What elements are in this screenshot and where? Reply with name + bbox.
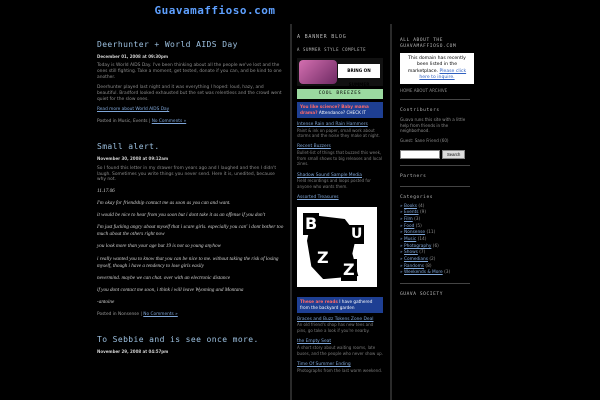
post-title[interactable]: To Sebbie and is see once more.: [97, 335, 259, 345]
feed-item-title[interactable]: the Empty Seat: [297, 339, 332, 345]
feed-item-desc: Field recordings and loops posted for anyone who wants them.: [297, 178, 371, 189]
letter-line: I'm just fucking angry about myself that i scare girls. especially you can' i dont bother too much about the others right now: [97, 224, 284, 238]
buzz-image[interactable]: [297, 207, 377, 287]
category-item[interactable]: » Photography (6): [400, 243, 439, 249]
category-item[interactable]: » Events (9): [400, 210, 427, 216]
extra-heading: GUAVA SOCIETY: [400, 291, 444, 297]
sidebar-heading: A BANNER BLOG: [297, 34, 347, 40]
categories-list: [400, 204, 470, 277]
feed-item-desc: A short story about waiting rooms, late buses, and the people who never show up.: [297, 345, 383, 356]
feed-item: [297, 144, 383, 166]
post-paragraph: So I found this letter in my drawer from years ago and I laughed and then I didn't laugh. Sometimes you write things you never send. Here it is, unedited, because why not.: [97, 165, 277, 183]
divider: [400, 165, 470, 166]
post: [97, 40, 285, 124]
search-button[interactable]: Search: [442, 150, 465, 159]
divider: [400, 99, 470, 100]
category-item[interactable]: » Weekends & More (3): [400, 270, 451, 276]
post-date: November 30, 2008 at 09:12am: [97, 156, 169, 162]
question-banner-text: Attendance? CHECK IT: [318, 110, 366, 115]
contributors-text: Guava runs this site with a little help from friends in the neighborhood.: [400, 117, 466, 134]
buzz-letter: B: [305, 214, 318, 234]
sidebar-subheading: A SUMMER STYLE COMPLETE: [297, 46, 367, 52]
feed-item: [297, 362, 383, 373]
feed-item-desc: Bullet-list of things that buzzed this week, from small shows to big releases and local zines.: [297, 150, 383, 167]
post-category[interactable]: Posted in Nonsense: [97, 311, 140, 317]
letter-line: it would be nice to hear from you soon but i dont take it as an offense if you don't: [97, 212, 266, 219]
feed-item-desc: An old friend's shop has new tees and pins, go take a look if you're nearby.: [297, 322, 374, 333]
buzz-letter: Z: [343, 260, 355, 280]
feed-item-title[interactable]: Assorted Treasures: [297, 195, 339, 201]
reads-banner: [297, 297, 383, 312]
notice-text: This domain has recently been listed in the marketplace.: [407, 56, 466, 74]
post-date: December 01, 2008 at 09:30pm: [97, 53, 168, 59]
reads-banner-title: These are reads: [300, 299, 338, 305]
main-content: [97, 40, 285, 359]
feed-item: [297, 339, 383, 356]
feed-item: [297, 195, 383, 201]
letter-line: -antoine: [97, 298, 115, 305]
column-divider-right: [390, 24, 392, 400]
category-item[interactable]: » Food (5): [400, 223, 422, 229]
category-item[interactable]: » Film (3): [400, 216, 421, 222]
divider: [400, 186, 470, 187]
category-item[interactable]: » Music (14): [400, 236, 427, 242]
buzz-letter: Z: [317, 248, 329, 268]
feed-item: [297, 173, 383, 190]
sidebar-heading: ALL ABOUT THE GUAVAMAFFIOSO.COM: [400, 38, 457, 50]
feed-item-title[interactable]: Time Of Summer Ending: [297, 361, 351, 367]
post-date: November 29, 2008 at 04:57pm: [97, 349, 169, 355]
guest-label: Guest: Sane Friend (60): [400, 138, 449, 143]
middle-sidebar: [297, 34, 383, 379]
feed-item-desc: Paint & ink on paper, small work about storms and the noise they make at night.: [297, 127, 380, 138]
partners-heading: Partners: [400, 173, 427, 179]
category-item[interactable]: » Shows (7): [400, 250, 426, 256]
letter-line: nevermind. maybe we can chat. over with an electronic distance: [97, 274, 231, 281]
category-item[interactable]: » Nonsense (11): [400, 230, 436, 236]
post-body: [97, 63, 285, 103]
category-item[interactable]: » Randoms (8): [400, 263, 432, 269]
cool-breezes-banner[interactable]: COOL BREEZES: [297, 89, 383, 99]
post-footer: Posted in Nonsense | No Comments »: [97, 311, 178, 317]
lips-image: [299, 60, 337, 84]
reads-banner-text: I have gathered from the backyard garden: [300, 299, 373, 310]
feed-item-title[interactable]: Braces and Buzz Tokens Zone Deal: [297, 316, 374, 322]
post-paragraph: Today is World AIDS Day. I've been thinking about all the people we've lost and the ones still fighting. Take a moment, get tested, donate if you can, and be kind to one another.: [97, 63, 282, 81]
contributors-heading: Contributors: [400, 108, 440, 114]
column-divider-left: [290, 24, 292, 400]
post-body: [97, 166, 285, 184]
post-category[interactable]: Posted in Music, Events: [97, 118, 148, 124]
feed-item: [297, 122, 383, 139]
post-paragraph: Deerhunter played last night and it was everything I hoped: loud, hazy, and beautiful. Bradford looked exhausted but the set was relentless and the crowd went quiet for the slow ones.: [97, 85, 282, 102]
question-banner-title: You like science? Baby mama drama?: [300, 104, 369, 115]
search-input[interactable]: [400, 150, 440, 159]
feed-item-title[interactable]: Recent Buzzers: [297, 144, 331, 150]
read-more-link[interactable]: Read more about World AIDS Day: [97, 106, 170, 112]
question-banner[interactable]: [297, 102, 383, 117]
feed-item: [297, 317, 383, 334]
post: [97, 335, 285, 354]
letter-line: 11.17.06: [97, 188, 115, 195]
category-item[interactable]: » Books (4): [400, 203, 425, 209]
post-footer: Posted in Music, Events | No Comments »: [97, 118, 187, 124]
post-title[interactable]: Deerhunter + World AIDS Day: [97, 40, 238, 49]
inquire-link[interactable]: Please click here to inquire.: [419, 68, 467, 80]
feed-item-desc: Photographs from the last warm weekend.: [297, 367, 383, 373]
comments-link[interactable]: No Comments »: [143, 311, 178, 317]
letter-line: you look more than your age but 19 is not so young anyhow: [97, 243, 222, 250]
domain-notice: [400, 53, 474, 84]
category-item[interactable]: » Comedians (2): [400, 256, 436, 262]
letter-line: I'm okay for friendship contact me as soon as you can and want.: [97, 200, 231, 207]
promo-text: BRING ON SUMMER: [338, 64, 380, 78]
nav-links[interactable]: HOME ABOUT ARCHIVE: [400, 87, 448, 93]
feed-item-title[interactable]: Intense Rain and Rain Hammers: [297, 121, 368, 127]
right-sidebar: [400, 38, 470, 301]
search-form: [400, 150, 470, 159]
post: [97, 142, 285, 317]
promo-banner[interactable]: [297, 58, 383, 86]
post-title[interactable]: Small alert.: [97, 142, 160, 152]
divider: [400, 283, 470, 284]
categories-heading: Categories: [400, 194, 434, 200]
comments-link[interactable]: No Comments »: [151, 118, 187, 124]
buzz-letter: U: [351, 226, 363, 243]
letter-line: i really wanted you to know that you can be nice to me. without taking the risk of losing myself, though i have a tendency to lose girls easily: [97, 255, 279, 269]
site-title[interactable]: Guavamaffioso.com: [154, 4, 276, 17]
feed-item-title[interactable]: Shadow Sound Sample Media: [297, 172, 362, 178]
letter-line: if you dont contact me soon, i think i will leave Wyoming and Montana: [97, 286, 244, 293]
